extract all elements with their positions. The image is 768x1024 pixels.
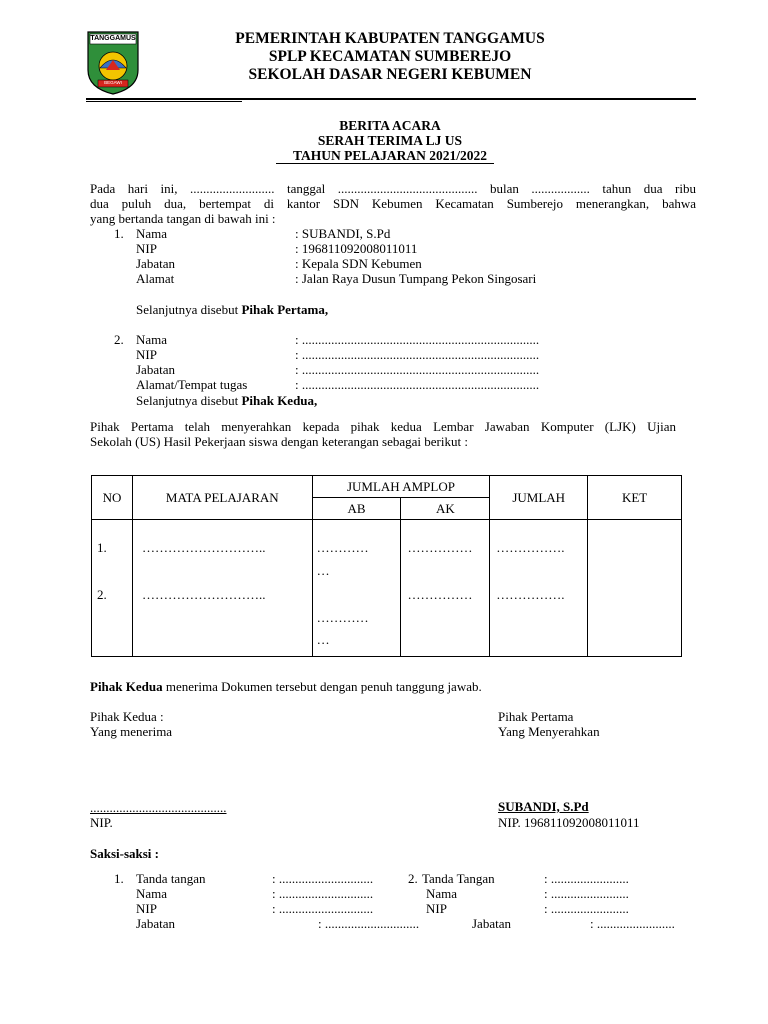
party1-value-address: : Jalan Raya Dusun Tumpang Pekon Singosari [295,271,537,286]
col-header-envelope-count: JUMLAH AMPLOP [312,476,490,498]
party2-label-address: Alamat/Tempat tugas [136,377,248,392]
logo-text: TANGGAMUS [90,34,136,42]
party2-label-name: Nama [136,332,168,347]
left-sign-nip: NIP. [90,815,113,830]
party1-label-position: Jabatan [136,256,175,271]
party2-value-name: : ......................................................................... [295,332,540,347]
party2-designation-prefix: Selanjutnya disebut [136,393,242,408]
row2-subject: ……………………….. [141,587,266,602]
party1-label-nip: NIP [136,241,157,256]
title-underline [276,163,494,164]
header-rule-thin [86,101,242,102]
col-header-total: JUMLAH [490,476,588,520]
col-header-subject: MATA PELAJARAN [132,476,312,520]
row2-total: ……………. [496,587,565,602]
party2-value-position: : ......................................................................... [295,362,540,377]
party2-designation-bold: Pihak Kedua, [241,393,318,408]
witness2-label-nip: NIP [426,901,447,916]
witness2-value-nip: : ........................ [544,901,629,916]
table-cell-subject-col [132,520,312,657]
row1-subject: ……………………….. [141,540,266,555]
party2-label-nip: NIP [136,347,157,362]
party1-number: 1. [114,226,124,241]
witness2-label-signature: Tanda Tangan [422,871,495,886]
acceptance-statement [90,679,482,695]
title-line-1: BERITA ACARA [339,118,441,133]
party2-value-address: : ......................................................................... [295,377,540,392]
party2-designation [136,393,317,409]
transfer-paragraph [90,419,676,449]
table-row [92,520,682,657]
party1-designation-bold: Pihak Pertama, [241,302,329,317]
witness2-number: 2. [408,871,418,886]
title-line-2: SERAH TERIMA LJ US [317,133,463,148]
witness1-label-name: Nama [136,886,168,901]
left-sign-name: .......................................... [90,800,227,815]
acceptance-rest: menerima Dokumen tersebut dengan penuh tanggung jawab. [162,679,482,694]
intro-line-1: Pada hari ini, .......................... tanggal ........................................... bulan .................. tahun dua ribu [90,181,696,196]
row1-total: ……………. [496,540,565,555]
row1-ab: ………… [316,540,369,555]
witness1-value-signature: : ............................. [272,871,374,886]
witness1-value-nip: : ............................. [272,901,374,916]
party1-label-address: Alamat [136,271,175,286]
row2-ab: ………… [316,610,369,625]
table-cell-ab-col [312,520,401,657]
party1-value-name: : SUBANDI, S.Pd [295,226,391,241]
witness1-value-position: : ............................. [318,916,420,931]
party1-value-position: : Kepala SDN Kebumen [295,256,422,271]
row2-ak: …………… [407,587,473,602]
party1-designation-prefix: Selanjutnya disebut [136,302,242,317]
row1-ab-cont: … [316,563,330,578]
intro-paragraph [90,181,696,226]
party1-label-name: Nama [136,226,168,241]
col-header-ab: AB [312,498,401,520]
col-header-no: NO [92,476,133,520]
party1-value-nip: : 196811092008011011 [295,241,418,256]
header-office: SPLP KECAMATAN SUMBEREJO [268,48,512,65]
table-cell-ak-col [401,520,490,657]
party1-designation [136,302,328,318]
header-rule-thick [86,98,696,100]
left-sign-title: Pihak Kedua : [90,709,164,724]
witness1-label-position: Jabatan [136,916,175,931]
table-cell-no-col [92,520,133,657]
table-cell-total-col [490,520,588,657]
witness1-number: 1. [114,871,124,886]
witness2-value-signature: : ........................ [544,871,629,886]
witness2-value-position: : ........................ [590,916,675,931]
witness1-value-name: : ............................. [272,886,374,901]
col-header-ak: AK [401,498,490,520]
row2-ab-cont: … [316,632,330,647]
intro-line-2: dua puluh dua, bertempat di kantor SDN Kebumen Kecamatan Sumberejo menerangkan, bahwa [90,196,696,211]
party2-value-nip: : ......................................................................... [295,347,540,362]
col-header-note: KET [588,476,682,520]
header-government: PEMERINTAH KABUPATEN TANGGAMUS [235,30,545,47]
row2-no: 2. [97,587,107,602]
header-school: SEKOLAH DASAR NEGERI KEBUMEN [248,66,532,83]
transfer-line-2: Sekolah (US) Hasil Pekerjaan siswa dengan keterangan sebagai berikut : [90,434,468,449]
acceptance-bold: Pihak Kedua [90,679,163,694]
transfer-line-1: Pihak Pertama telah menyerahkan kepada pihak kedua Lembar Jawaban Komputer (LJK) Ujian [90,419,676,434]
right-sign-nip: NIP. 196811092008011011 [498,815,640,830]
witness2-label-name: Nama [426,886,458,901]
witness1-label-signature: Tanda tangan [136,871,206,886]
row1-ak: …………… [407,540,473,555]
left-sign-sub: Yang menerima [90,724,173,739]
witnesses-heading: Saksi-saksi : [90,846,159,861]
table-cell-note-col [588,520,682,657]
title-line-3: TAHUN PELAJARAN 2021/2022 [292,148,487,163]
right-sign-title: Pihak Pertama [498,709,574,724]
party2-label-position: Jabatan [136,362,175,377]
witness2-label-position: Jabatan [472,916,511,931]
witness2-value-name: : ........................ [544,886,629,901]
row1-no: 1. [97,540,107,555]
envelope-table [91,475,682,657]
right-sign-name: SUBANDI, S.Pd [498,799,589,814]
right-sign-sub: Yang Menyerahkan [498,724,600,739]
intro-line-3: yang bertanda tangan di bawah ini : [90,211,276,226]
party2-number: 2. [114,332,124,347]
witness1-label-nip: NIP [136,901,157,916]
logo-motto: BEGAWI [104,80,122,85]
